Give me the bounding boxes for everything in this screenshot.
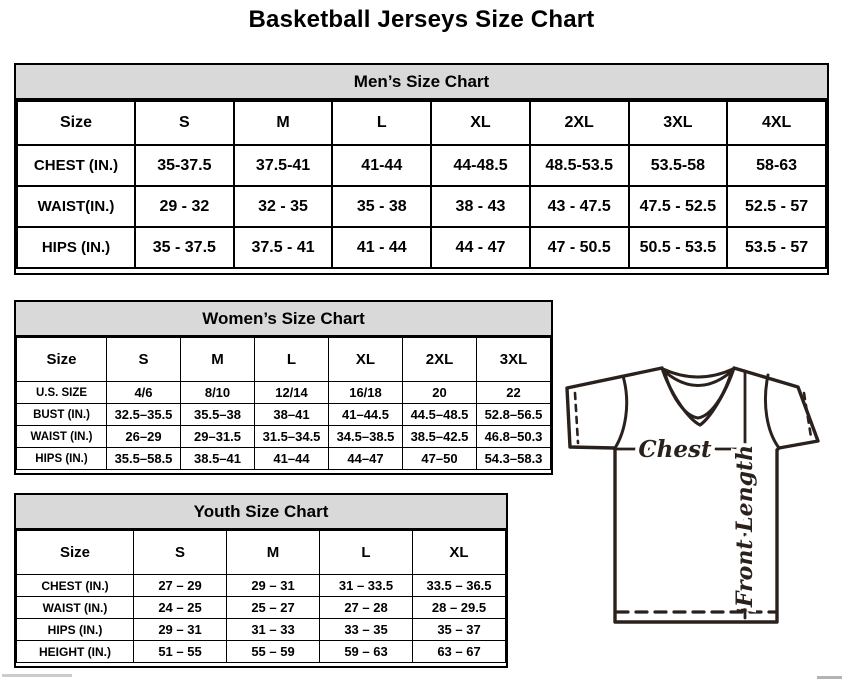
youth-size-cell: 24 – 25	[134, 597, 227, 619]
youth-table-row	[17, 597, 506, 619]
mens-size-chart	[14, 63, 829, 275]
women-row-label: U.S. SIZE	[17, 382, 107, 404]
women-size-cell: 12/14	[255, 382, 329, 404]
women-column-header: 2XL	[403, 338, 477, 382]
men-size-cell: 47 - 50.5	[530, 227, 629, 268]
youth-size-cell: 31 – 33.5	[320, 575, 413, 597]
men-size-cell: 44 - 47	[431, 227, 530, 268]
left-armhole-seam	[615, 376, 627, 448]
men-column-header: M	[234, 101, 333, 145]
men-row-label: WAIST(IN.)	[17, 186, 135, 227]
women-column-header: 3XL	[477, 338, 551, 382]
women-table-row	[17, 448, 551, 470]
youth-size-table	[16, 530, 506, 663]
youth-column-header: XL	[413, 531, 506, 575]
men-column-header: 3XL	[629, 101, 728, 145]
men-column-header: 2XL	[530, 101, 629, 145]
youth-row-label: HIPS (IN.)	[17, 619, 134, 641]
women-size-cell: 8/10	[181, 382, 255, 404]
youth-size-cell: 27 – 28	[320, 597, 413, 619]
men-size-cell: 48.5-53.5	[530, 145, 629, 186]
women-size-cell: 38–41	[255, 404, 329, 426]
men-size-cell: 58-63	[727, 145, 826, 186]
men-column-header: L	[332, 101, 431, 145]
youth-table-row	[17, 619, 506, 641]
men-size-cell: 29 - 32	[135, 186, 234, 227]
men-column-header: XL	[431, 101, 530, 145]
chest-label: Chest	[638, 436, 712, 463]
men-size-cell: 35 - 38	[332, 186, 431, 227]
men-size-cell: 41 - 44	[332, 227, 431, 268]
women-size-cell: 46.8–50.3	[477, 426, 551, 448]
women-size-cell: 38.5–41	[181, 448, 255, 470]
women-size-cell: 35.5–38	[181, 404, 255, 426]
men-size-cell: 50.5 - 53.5	[629, 227, 728, 268]
women-column-header: M	[181, 338, 255, 382]
men-row-label: HIPS (IN.)	[17, 227, 135, 268]
women-column-header: XL	[329, 338, 403, 382]
women-size-cell: 52.8–56.5	[477, 404, 551, 426]
front-length-label: Front Length	[732, 444, 758, 608]
youth-size-cell: 31 – 33	[227, 619, 320, 641]
women-column-header: S	[107, 338, 181, 382]
men-size-cell: 32 - 35	[234, 186, 333, 227]
women-size-cell: 32.5–35.5	[107, 404, 181, 426]
women-table-row	[17, 404, 551, 426]
mens-chart-title: Men’s Size Chart	[16, 65, 827, 100]
cropped-edge-artifact-left	[2, 674, 72, 677]
youth-size-cell: 33.5 – 36.5	[413, 575, 506, 597]
women-size-cell: 20	[403, 382, 477, 404]
right-armhole-seam	[765, 375, 779, 448]
youth-size-cell: 59 – 63	[320, 641, 413, 663]
men-table-row	[17, 145, 826, 186]
women-row-label: WAIST (IN.)	[17, 426, 107, 448]
women-size-cell: 35.5–58.5	[107, 448, 181, 470]
womens-size-table	[16, 337, 551, 470]
men-size-cell: 37.5-41	[234, 145, 333, 186]
youth-chart-title: Youth Size Chart	[16, 495, 506, 530]
women-size-cell: 4/6	[107, 382, 181, 404]
youth-row-label: HEIGHT (IN.)	[17, 641, 134, 663]
youth-column-header: M	[227, 531, 320, 575]
women-size-cell: 34.5–38.5	[329, 426, 403, 448]
women-size-cell: 29–31.5	[181, 426, 255, 448]
men-size-cell: 53.5 - 57	[727, 227, 826, 268]
men-column-header: S	[135, 101, 234, 145]
men-size-cell: 53.5-58	[629, 145, 728, 186]
youth-row-label: WAIST (IN.)	[17, 597, 134, 619]
youth-size-cell: 55 – 59	[227, 641, 320, 663]
men-size-corner-header: Size	[17, 101, 135, 145]
page-title: Basketball Jerseys Size Chart	[248, 6, 595, 33]
youth-size-cell: 63 – 67	[413, 641, 506, 663]
women-size-cell: 16/18	[329, 382, 403, 404]
women-size-cell: 41–44.5	[329, 404, 403, 426]
women-size-corner-header: Size	[17, 338, 107, 382]
men-table-row	[17, 186, 826, 227]
men-size-cell: 43 - 47.5	[530, 186, 629, 227]
women-size-cell: 22	[477, 382, 551, 404]
men-size-cell: 52.5 - 57	[727, 186, 826, 227]
men-size-cell: 35 - 37.5	[135, 227, 234, 268]
men-size-cell: 44-48.5	[431, 145, 530, 186]
men-size-cell: 41-44	[332, 145, 431, 186]
youth-size-cell: 25 – 27	[227, 597, 320, 619]
youth-row-label: CHEST (IN.)	[17, 575, 134, 597]
women-header-row	[17, 338, 551, 382]
youth-size-cell: 28 – 29.5	[413, 597, 506, 619]
collar-back-arc	[663, 369, 733, 377]
youth-size-chart	[14, 493, 508, 668]
women-size-cell: 44–47	[329, 448, 403, 470]
women-row-label: HIPS (IN.)	[17, 448, 107, 470]
womens-size-chart	[14, 300, 553, 475]
women-size-cell: 47–50	[403, 448, 477, 470]
men-size-cell: 38 - 43	[431, 186, 530, 227]
left-cuff-dashed-line	[575, 393, 578, 443]
womens-chart-title: Women’s Size Chart	[16, 302, 551, 337]
youth-size-cell: 33 – 35	[320, 619, 413, 641]
men-size-cell: 47.5 - 52.5	[629, 186, 728, 227]
women-column-header: L	[255, 338, 329, 382]
men-size-cell: 35-37.5	[135, 145, 234, 186]
men-table-row	[17, 227, 826, 268]
youth-size-cell: 35 – 37	[413, 619, 506, 641]
jersey-measurement-diagram	[558, 358, 838, 638]
women-table-row	[17, 382, 551, 404]
women-size-cell: 38.5–42.5	[403, 426, 477, 448]
youth-table-row	[17, 575, 506, 597]
men-column-header: 4XL	[727, 101, 826, 145]
jersey-outline	[567, 368, 818, 622]
women-size-cell: 54.3–58.3	[477, 448, 551, 470]
youth-table-row	[17, 641, 506, 663]
women-size-cell: 31.5–34.5	[255, 426, 329, 448]
men-row-label: CHEST (IN.)	[17, 145, 135, 186]
men-size-cell: 37.5 - 41	[234, 227, 333, 268]
women-table-row	[17, 426, 551, 448]
youth-size-cell: 51 – 55	[134, 641, 227, 663]
youth-size-cell: 27 – 29	[134, 575, 227, 597]
youth-size-cell: 29 – 31	[134, 619, 227, 641]
men-header-row	[17, 101, 826, 145]
youth-header-row	[17, 531, 506, 575]
women-size-cell: 26–29	[107, 426, 181, 448]
youth-size-cell: 29 – 31	[227, 575, 320, 597]
women-row-label: BUST (IN.)	[17, 404, 107, 426]
women-size-cell: 44.5–48.5	[403, 404, 477, 426]
youth-column-header: L	[320, 531, 413, 575]
women-size-cell: 41–44	[255, 448, 329, 470]
youth-column-header: S	[134, 531, 227, 575]
mens-size-table	[16, 100, 827, 269]
youth-size-corner-header: Size	[17, 531, 134, 575]
